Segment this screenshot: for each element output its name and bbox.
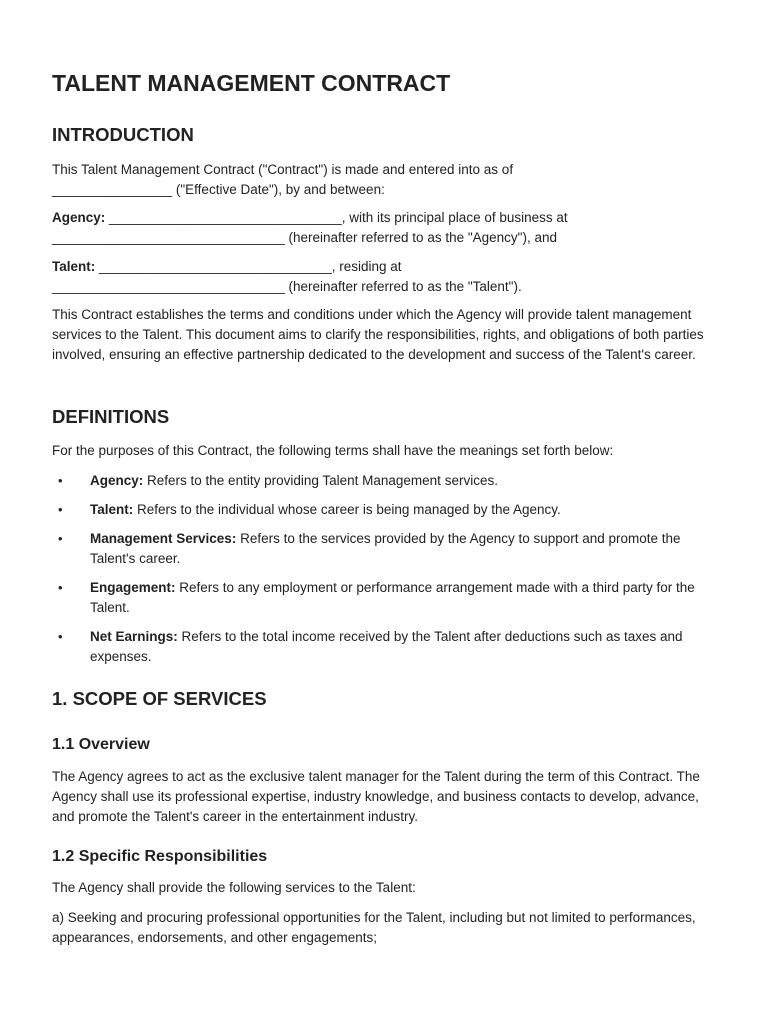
talent-line-2: _______________________________ (hereinafter referred to as the "Talent"). — [52, 279, 522, 294]
definitions-list — [52, 471, 706, 676]
overview-paragraph: The Agency agrees to act as the exclusive talent manager for the Talent during the term of this Contract. The Agency shall use its professional expertise, industry knowledge, and business contacts to develop, advance, and promote the Talent's career in the entertainment industry. — [52, 769, 700, 824]
intro-paragraph — [52, 160, 730, 200]
bullet-icon: • — [58, 502, 63, 517]
talent-line-1-text: _______________________________, residing at — [95, 259, 402, 274]
responsibilities-heading: 1.2 Specific Responsibilities — [52, 848, 268, 865]
bullet-icon: • — [58, 629, 63, 644]
agency-line-2: _______________________________ (hereinafter referred to as the "Agency"), and — [52, 230, 557, 245]
definition-item — [52, 529, 706, 569]
agency-party-block — [52, 208, 730, 248]
bullet-icon: • — [58, 580, 63, 595]
definition-text: Refers to any employment or performance arrangement made with a third party for the Talent. — [90, 580, 695, 615]
definition-term: Engagement: — [90, 580, 176, 595]
definition-item — [52, 578, 706, 618]
intro-purpose-paragraph: This Contract establishes the terms and conditions under which the Agency will provide talent management services to the Talent. This document aims to clarify the responsibilities, rights, and obligations of both parties involved, ensuring an effective partnership dedicated to the development and success of the Talent's career. — [52, 307, 704, 362]
talent-line-1 — [52, 257, 730, 277]
intro-line-2: ________________ ("Effective Date"), by and between: — [52, 182, 385, 197]
agency-line-1 — [52, 208, 730, 228]
responsibilities-intro: The Agency shall provide the following services to the Talent: — [52, 880, 416, 895]
definition-text: Refers to the total income received by the Talent after deductions such as taxes and expenses. — [90, 629, 683, 664]
definition-text: Refers to the entity providing Talent Management services. — [143, 473, 498, 488]
definition-text: Refers to the services provided by the Agency to support and promote the Talent's career. — [90, 531, 681, 566]
definitions-heading: DEFINITIONS — [52, 406, 170, 427]
definition-term: Net Earnings: — [90, 629, 178, 644]
agency-line-1-text: _______________________________, with its principal place of business at — [105, 210, 568, 225]
definition-item — [52, 500, 706, 520]
scope-heading: 1. SCOPE OF SERVICES — [52, 688, 267, 709]
talent-party-block — [52, 257, 730, 297]
responsibility-item-a: a) Seeking and procuring professional opportunities for the Talent, including but not limited to performances, appearances, endorsements, and other engagements; — [52, 910, 696, 945]
definitions-intro: For the purposes of this Contract, the following terms shall have the meanings set forth below: — [52, 443, 614, 458]
definition-term: Management Services: — [90, 531, 237, 546]
agency-label: Agency: — [52, 210, 106, 225]
bullet-icon: • — [58, 473, 63, 488]
document-title: TALENT MANAGEMENT CONTRACT — [52, 70, 451, 96]
definition-term: Talent: — [90, 502, 134, 517]
talent-label: Talent: — [52, 259, 96, 274]
definition-text: Refers to the individual whose career is being managed by the Agency. — [133, 502, 561, 517]
definition-term: Agency: — [90, 473, 144, 488]
overview-heading: 1.1 Overview — [52, 736, 150, 753]
intro-line-1: This Talent Management Contract ("Contract") is made and entered into as of — [52, 162, 514, 177]
definition-item — [52, 471, 706, 491]
bullet-icon: • — [58, 531, 63, 546]
introduction-heading: INTRODUCTION — [52, 124, 194, 145]
definition-item — [52, 627, 706, 667]
